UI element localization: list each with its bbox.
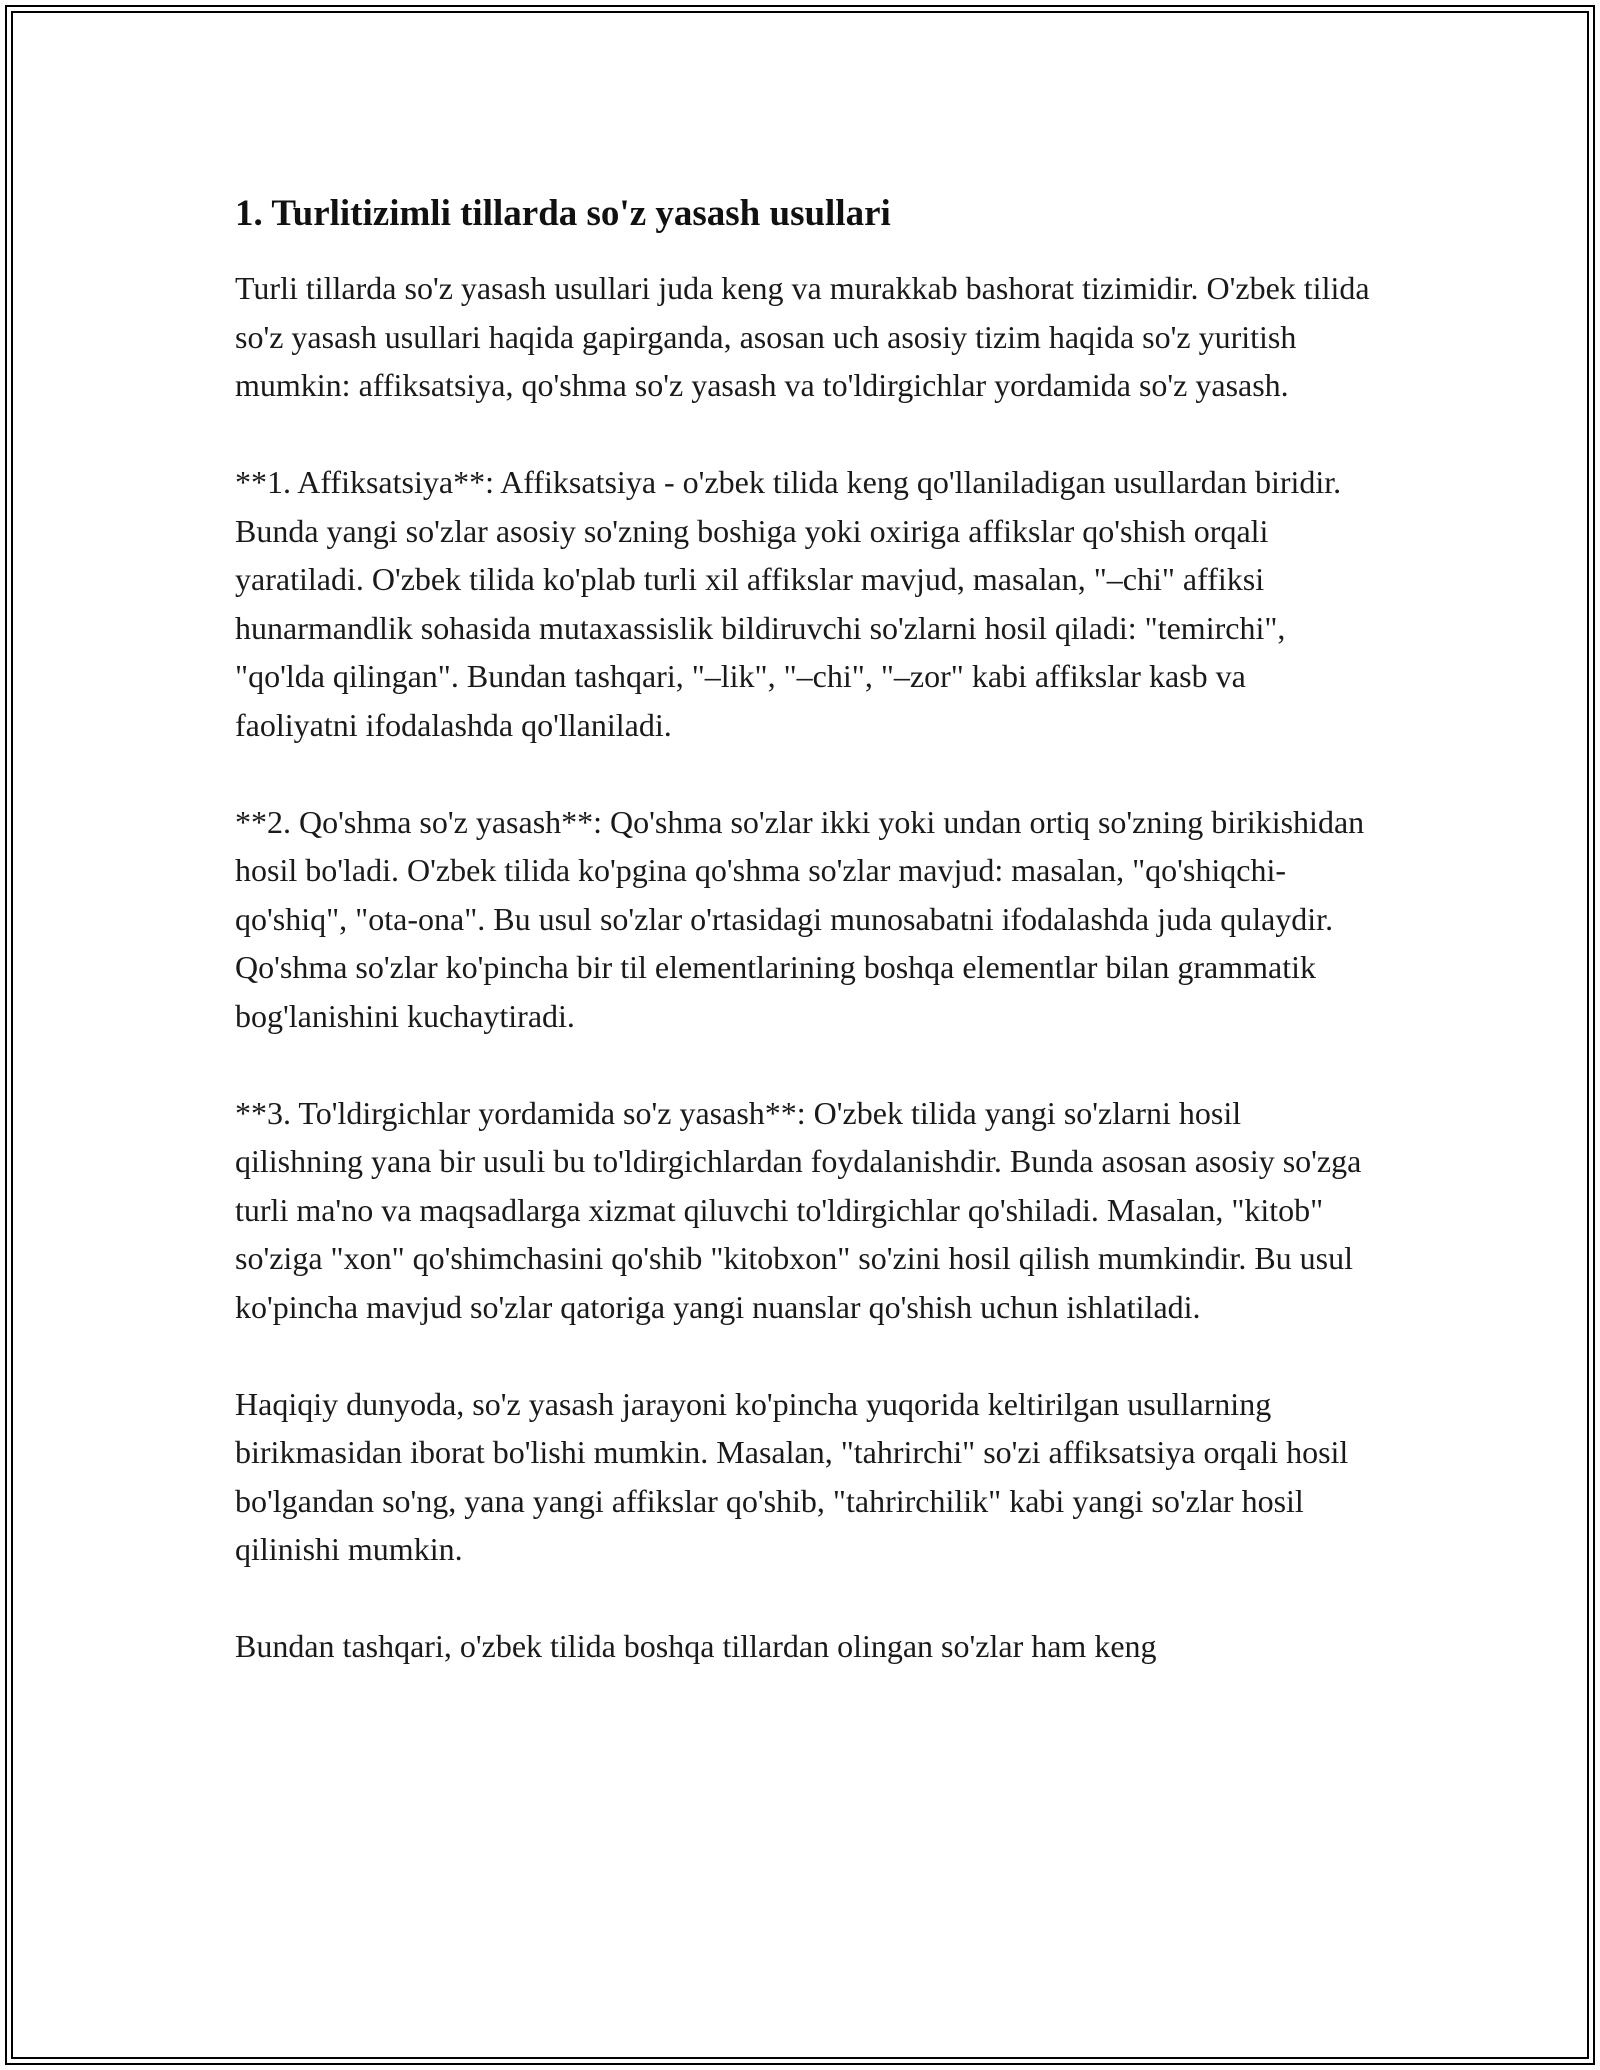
paragraph-toldirgichlar: **3. To'ldirgichlar yordamida so'z yasash**: O'zbek tilida yangi so'zlarni hosil qilishning yana bir usuli bu to'ldirgichlardan foydalanishdir. Bunda asosan asosiy so'zga turli ma'no va maqsadlarga xizmat qiluvchi to'ldirgichlar qo'shiladi. Masalan, "kitob" so'ziga "xon" qo'shimchasini qo'shib "kitobxon" so'zini hosil qilish mumkindir. Bu usul ko'pincha mavjud so'zlar qatoriga yangi nuanslar qo'shish uchun ishlatiladi.	[235, 1094, 1362, 1325]
paragraph-qoshma-soz: **2. Qo'shma so'z yasash**: Qo'shma so'zlar ikki yoki undan ortiq so'zning birikishidan hosil bo'ladi. O'zbek tilida ko'pgina qo'shma so'zlar mavjud: masalan, "qo'shiqchi-qo'shiq", "ota-ona". Bu usul so'zlar o'rtasidagi munosabatni ifodalashda juda qulaydir. Qo'shma so'zlar ko'pincha bir til elementlarining boshqa elementlar bilan grammatik bog'lanishini kuchaytiradi.	[235, 803, 1365, 1034]
paragraph-bundan-tashqari: Bundan tashqari, o'zbek tilida boshqa tillardan olingan so'zlar ham keng	[235, 1628, 1157, 1664]
section-heading: 1. Turlitizimli tillarda so'z yasash usullari	[235, 193, 891, 234]
document-body	[235, 190, 1375, 1671]
paragraph-affiksatsiya: **1. Affiksatsiya**: Affiksatsiya - o'zbek tilida keng qo'llaniladigan usullardan biridir. Bunda yangi so'zlar asosiy so'zning boshiga yoki oxiriga affikslar qo'shish orqali yaratiladi. O'zbek tilida ko'plab turli xil affikslar mavjud, masalan, "–chi" affiksi hunarmandlik sohasida mutaxassislik bildiruvchi so'zlarni hosil qiladi: "temirchi", "qo'lda qilingan". Bundan tashqari, "–lik", "–chi", "–zor" kabi affikslar kasb va faoliyatni ifodalashda qo'llaniladi.	[235, 464, 1342, 743]
paragraph-intro: Turli tillarda so'z yasash usullari juda keng va murakkab bashorat tizimidir. O'zbek tilida so'z yasash usullari haqida gapirganda, asosan uch asosiy tizim haqida so'z yuritish mumkin: affiksatsiya, qo'shma so'z yasash va to'ldirgichlar yordamida so'z yasash.	[235, 270, 1370, 403]
paragraph-haqiqiy-dunyoda: Haqiqiy dunyoda, so'z yasash jarayoni ko'pincha yuqorida keltirilgan usullarning birikmasidan iborat bo'lishi mumkin. Masalan, "tahrirchi" so'zi affiksatsiya orqali hosil bo'lgandan so'ng, yana yangi affikslar qo'shib, "tahrirchilik" kabi yangi so'zlar hosil qilinishi mumkin.	[235, 1385, 1349, 1567]
